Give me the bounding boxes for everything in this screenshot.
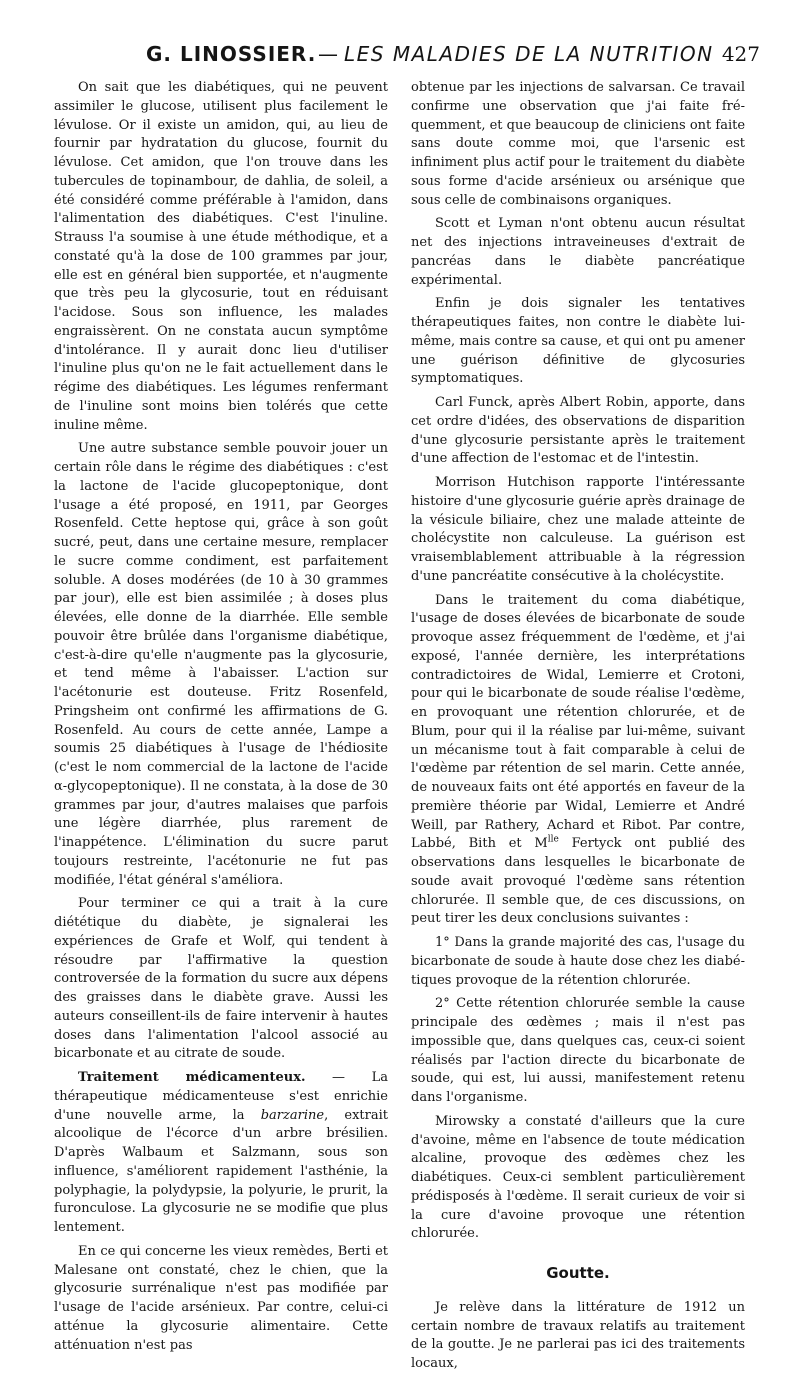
conclusion-2: 2° Cette rétention chlorurée semble la cause principale des œdèmes ; mais il n'est pas impossible que, dans quelques cas, ceux-ci soient réalisés par l'action directe du bicarbonate de soude, qui est, lui aussi, manifestement retenu dans l'organisme. [411, 996, 745, 1105]
paragraph-goutte: Je relève dans la littérature de 1912 un certain nombre de travaux relatifs au traitement de la goutte. Je ne parlerai pas ici des traitements locaux, [411, 1299, 745, 1371]
header-dash: — [318, 42, 338, 66]
page-number: 427 [721, 42, 760, 66]
run-in-heading: Traitement médicamenteux. [78, 1070, 306, 1085]
section-heading-goutte: Goutte. [546, 1264, 610, 1282]
paragraph-text: Fertyck ont publié des observations dans lesquelles le bicarbonate de soude avait provoqué l'œdème sans rétention chlorurée. Il semble que, de ces discussions, on peut tirer les deux conclusions suivantes : [411, 836, 745, 927]
header-author: G. LINOSSIER. [146, 42, 317, 66]
running-header [56, 40, 770, 70]
paragraph-mirowsky: Mirowsky a constaté d'ailleurs que la cure d'avoine, même en l'absence de toute médication alcaline, provoque des œdèmes chez les diabétiques. Ceux-ci semblent particulièrement prédisposés à l'œdème. Il serait curieux de voir si la cure d'avoine provoque une rétention chlorurée. [411, 1113, 745, 1242]
paragraph-traitement-medicamenteux [54, 1069, 388, 1238]
italic-term: barzarine [260, 1107, 325, 1123]
paragraph-morrison-hutchison: Morrison Hutchison rapporte l'intéressante histoire d'une glycosurie guérie après drainage de la vésicule biliaire, chez une malade atteinte de cholécystite non calculeuse. La guérison est vraisemblablement attribuable à la régression d'une pancréatite consécutive à la cholécystite. [411, 475, 745, 584]
paragraph-cure-dietetique: Pour terminer ce qui a trait à la cure diététique du diabète, je signalerai les expériences de Grafe et Wolf, qui tendent à résoudre par l'affirmative la question controversée de la formation du sucre aux dépens des graisses dans le diabète grave. Aussi les auteurs conseillent-ils de faire intervenir à hautes doses dans l'alimentation l'alcool associé au bicarbonate et au citrate de soude. [54, 896, 388, 1062]
superscript: lle [547, 834, 559, 845]
paragraph-text: Dans le traitement du coma diabétique, l'usage de doses élevées de bicarbonate de soude provoque assez fréquemment de l'œdème, et j'ai exposé, l'année dernière, les interprétations contradictoires de Widal, Lemierre et Crotoni, pour qui le bicarbonate de soude réalise l'œdème, en provoquant une rétention chlorurée, et de Blum, pour qui il la réalise par lui-même, suivant un mécanisme tout à fait comparable à celui de l'œdème par rétention de sel marin. Cette année, de nouveaux faits ont été apportés en faveur de la première théorie par Widal, Lemierre et André Weill, par Rathery, Achard et Ribot. Par contre, Labbé, Bith et M [411, 592, 745, 852]
paragraph-text: — La thérapeutique médicamenteuse s'est enrichie d'une nouvelle arme, la [54, 1070, 388, 1123]
paragraph-inuline: On sait que les diabétiques, qui ne peuvent assimiler le glucose, utilisent plus facilement le lévulose. Or il existe un amidon, qui, au lieu de fournir par hydratation du glucose, fournit du lévulose. Cet amidon, que l'on trouve dans les tubercules de topinambour, de dahlia, de soleil, a été considéré comme préférable à l'amidon, dans l'alimentation des diabétiques. C'est l'inuline. Strauss l'a soumise à une étude méthodique, et a constaté qu'à la dose de 100 grammes par jour, elle est en général bien supportée, et n'augmente que très peu la glycosurie, tout en réduisant l'acidose. Sous son influence, les malades engraissèrent. On ne constata aucun symptôme d'intolérance. Il y aurait donc lieu d'utiliser l'inuline plus qu'on ne le fait actuellement dans le régime des diabétiques. Les légumes renfermant de l'inuline sont moins bien tolérés que cette inuline même. [54, 80, 388, 433]
paragraph-text: , extrait alcoolique de l'écorce d'un arbre brésilien. D'après Walbaum et Salzmann, sous son influence, s'améliorent rapidement l'asthénie, la polyphagie, la polydypsie, la polyurie, le prurit, la furonculose. La glycosurie ne se modifie que plus lentement. [54, 1107, 388, 1235]
left-column [54, 79, 388, 1355]
conclusion-1: 1° Dans la grande majorité des cas, l'usage du bicarbonate de soude à haute dose chez les diabétiques provoque de la rétention chlorurée. [411, 935, 745, 988]
paragraph-carl-funck: Carl Funck, après Albert Robin, apporte, dans cet ordre d'idées, des observations de disparition d'une glycosurie persistante après le traitement d'une affection de l'estomac et de l'intestin. [411, 395, 745, 467]
paragraph-scott-lyman: Scott et Lyman n'ont obtenu aucun résultat net des injections intraveineuses d'extrait de pancréas dans le diabète pancréatique expérimental. [411, 216, 745, 288]
paragraph-salvarsan: obtenue par les injections de salvarsan. Ce travail confirme une observation que j'ai faite fréquemment, et que beaucoup de cliniciens ont faite sans doute comme moi, que l'arsenic est infiniment plus actif pour le traitement du diabète sous forme d'acide arsénieux ou arsénique que sous celle de combinaisons organiques. [411, 80, 746, 208]
paragraph-vieux-remedes: En ce qui concerne les vieux remèdes, Berti et Malesane ont constaté, chez le chien, que la glycosurie surrénalique n'est pas modifiée par l'usage de l'acide arsénieux. Par contre, celui-ci atténue la glycosurie alimentaire. Cette atténuation n'est pas [54, 1243, 388, 1353]
right-column [411, 79, 745, 1374]
header-title: LES MALADIES DE LA NUTRITION [344, 42, 714, 66]
paragraph-coma-diabetique [411, 592, 745, 930]
paragraph-glucopeptonique: Une autre substance semble pouvoir jouer un certain rôle dans le régime des diabétiques : c'est la lactone de l'acide glucopeptonique, dont l'usage a été proposé, en 1911, par Georges Rosenfeld. Cette heptose qui, grâce à son goût sucré, peut, dans une certaine mesure, remplacer le sucre comme condiment, est parfaitement soluble. A doses modérées (de 10 à 30 grammes par jour), elle est bien assimilée ; à doses plus élevées, elle donne de la diarrhée. Elle semble pouvoir être brûlée dans l'organisme diabétique, c'est-à-dire qu'elle n'augmente pas la glycosurie, et tend même à l'abaisser. L'action sur l'acétonurie est douteuse. Fritz Rosenfeld, Pringsheim ont confirmé les affirmations de G. Rosenfeld. Au cours de cette année, Lampe a soumis 25 diabétiques à l'usage de l'hédiosite (c'est le nom commercial de la lactone de l'acide α-glycopeptonique). Il ne constata, à la dose de 30 grammes par jour, d'autres malaises que parfois une légère diarrhée, plus rarement de l'inappétence. L'élimination du sucre parut toujours restreinte, l'acétonurie ne fut pas modifiée, l'état général s'améliora. [54, 441, 388, 888]
paragraph-tentatives: Enfin je dois signaler les tentatives thérapeutiques faites, non contre le diabète lui-même, mais contre sa cause, et qui ont pu amener une guérison définitive de glycosuries symptomatiques. [411, 296, 745, 387]
